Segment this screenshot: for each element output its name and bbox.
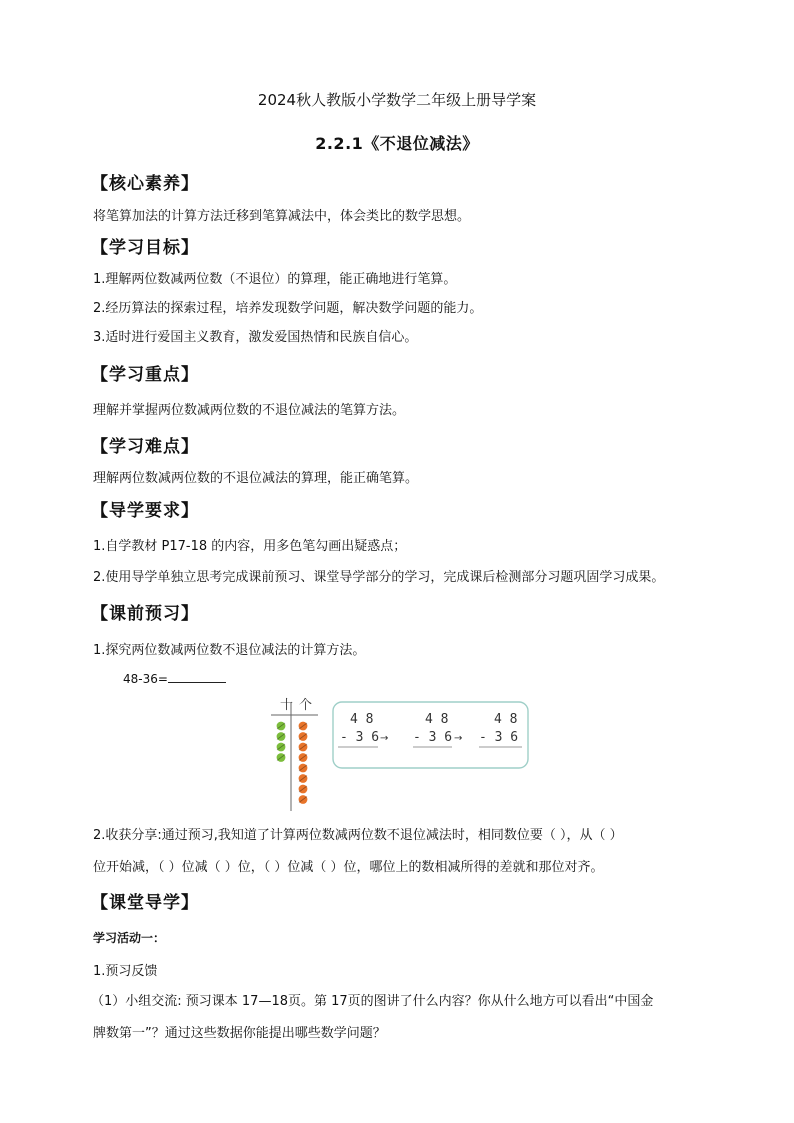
- document-title: 2024秋人教版小学数学二年级上册导学案: [257, 91, 537, 109]
- step2-bottom: - 3 6: [413, 730, 453, 745]
- heading-goals: 【学习目标】: [91, 238, 199, 258]
- heading-preview: 【课前预习】: [91, 604, 199, 624]
- step3-bottom: - 3 6: [479, 730, 519, 745]
- focus-text: 理解并掌握两位数减两位数的不退位减法的笔算方法。: [93, 403, 406, 418]
- step2-top: 4 8: [425, 712, 449, 727]
- step1-bottom: - 3 6: [340, 730, 380, 745]
- heading-classroom: 【课堂导学】: [91, 893, 199, 913]
- equation-text: 48-36=: [123, 672, 168, 686]
- lesson-title: 2.2.1《不退位减法》: [315, 134, 479, 153]
- classroom-item-1: 1.预习反馈: [93, 964, 158, 979]
- heading-focus: 【学习重点】: [91, 365, 199, 385]
- step3-top: 4 8: [494, 712, 518, 727]
- requirement-item: 1.自学教材 P17-18 的内容，用多色笔勾画出疑惑点；: [93, 539, 407, 554]
- arrow-icon: →: [380, 733, 389, 744]
- subtraction-figure: [268, 694, 533, 812]
- tens-beads: [277, 722, 286, 762]
- step1-top: 4 8: [350, 712, 374, 727]
- heading-difficulty: 【学习难点】: [91, 437, 199, 457]
- goal-item: 2.经历算法的探索过程，培养发现数学问题，解决数学问题的能力。: [93, 301, 483, 316]
- question-line1: （1）小组交流: 预习课本 17—18页。第 17页的图讲了什么内容？你从什么地方可以看出“中国金: [91, 994, 654, 1009]
- ones-beads: [299, 722, 308, 804]
- goal-item: 1.理解两位数减两位数（不退位）的算理，能正确地进行笔算。: [93, 272, 457, 287]
- heading-core: 【核心素养】: [91, 174, 199, 194]
- goal-item: 3.适时进行爱国主义教育，激发爱国热情和民族自信心。: [93, 330, 418, 345]
- preview-item-2-line1: 2.收获分享:通过预习,我知道了计算两位数减两位数不退位减法时，相同数位要（ ），从（ ）: [93, 828, 623, 843]
- ones-label: 个: [299, 698, 313, 713]
- preview-item-1: 1.探究两位数减两位数不退位减法的计算方法。: [93, 643, 366, 658]
- requirement-item: 2.使用导学单独立思考完成课前预习、课堂导学部分的学习，完成课后检测部分习题巩固学习成果。: [93, 570, 665, 585]
- arrow-icon: →: [454, 733, 463, 744]
- heading-requirements: 【导学要求】: [91, 501, 199, 521]
- question-line2: 牌数第一”？通过这些数据你能提出哪些数学问题？: [93, 1026, 386, 1041]
- equation-line: [123, 670, 226, 686]
- activity-label: 学习活动一：: [93, 931, 166, 945]
- tens-label: 十: [280, 698, 294, 713]
- preview-item-2-line2: 位开始减，（ ）位减（ ）位，（ ）位减（ ）位，哪位上的数相减所得的差就和那位对齐。: [93, 860, 604, 875]
- answer-blank[interactable]: [168, 670, 226, 683]
- core-text: 将笔算加法的计算方法迁移到笔算减法中，体会类比的数学思想。: [93, 209, 471, 224]
- difficulty-text: 理解两位数减两位数的不退位减法的算理，能正确笔算。: [93, 471, 419, 486]
